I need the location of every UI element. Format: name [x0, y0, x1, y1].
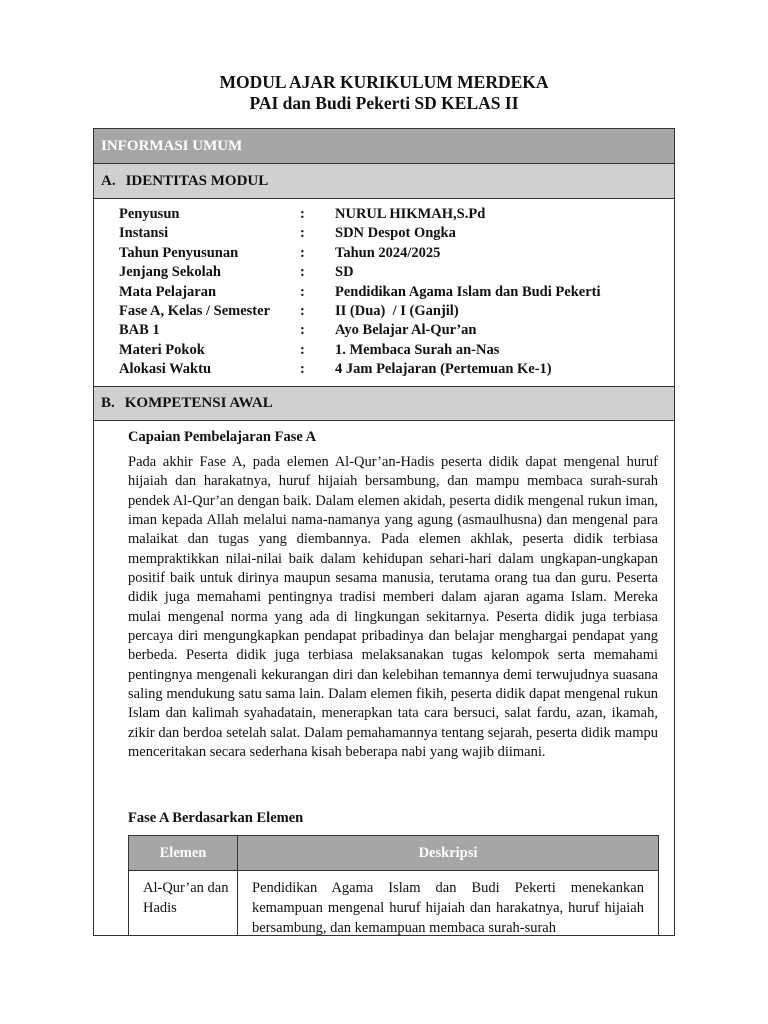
elemen-cell: Al-Qur’an dan Hadis	[129, 871, 238, 935]
identity-label: Fase A, Kelas / Semester	[119, 302, 271, 319]
general-info-header	[94, 129, 674, 164]
identity-colon: :	[300, 225, 305, 242]
identity-value: SD	[335, 264, 354, 281]
identity-value: NURUL HIKMAH,S.Pd	[335, 206, 486, 222]
identity-row	[119, 302, 659, 321]
identity-row	[119, 341, 659, 360]
section-a-header	[94, 164, 674, 199]
elemen-heading: Fase A Berdasarkan Elemen	[128, 810, 304, 826]
identity-colon: :	[300, 322, 305, 339]
identity-label: Tahun Penyusunan	[119, 244, 239, 261]
identity-row	[119, 360, 659, 379]
identity-row	[119, 244, 659, 263]
identity-label: Mata Pelajaran	[119, 283, 217, 300]
identity-value: Tahun 2024/2025	[335, 244, 441, 261]
section-b-header	[94, 386, 674, 421]
identity-colon: :	[300, 361, 305, 378]
deskripsi-column-header: Deskripsi	[418, 845, 478, 861]
identity-colon: :	[300, 244, 305, 261]
identity-colon: :	[300, 206, 305, 222]
identity-label: BAB 1	[119, 322, 160, 339]
title-line-1: MODUL AJAR KURIKULUM MERDEKA	[219, 72, 549, 92]
title-line-2: PAI dan Budi Pekerti SD KELAS II	[249, 93, 519, 113]
elemen-column-header: Elemen	[129, 836, 238, 870]
document-title	[0, 72, 768, 114]
identity-value: Ayo Belajar Al-Qur’an	[335, 322, 477, 339]
identity-row	[119, 205, 659, 224]
identity-value: Pendidikan Agama Islam dan Budi Pekerti	[335, 283, 601, 300]
elemen-table-header	[129, 836, 658, 871]
deskripsi-cell: Pendidikan Agama Islam dan Budi Pekerti menekankan kemampuan mengenal huruf hijaiah dan harakatnya, huruf hijaiah bersambung, dan kemampuan membaca surah-surah	[252, 880, 644, 935]
identity-value: SDN Despot Ongka	[335, 225, 456, 242]
identity-row	[119, 321, 659, 340]
identity-row	[119, 283, 659, 302]
cp-paragraph: Pada akhir Fase A, pada elemen Al-Qur’an-Hadis peserta didik dapat mengenal huruf hijaiah dan harakatnya, huruf hijaiah bersambung, dan mampu membaca surah-surah pendek Al-Qur’an dengan baik. Dalam elemen akidah, peserta didik mengenal rukun iman, iman kepada Allah melalui nama-namanya yang agung (asmaulhusna) dan mengenal para malaikat dan tugas yang diembannya. Pada elemen akhlak, peserta didik terbiasa mempraktikkan nilai-nilai baik dalam kehidupan sehari-hari dalam ungkapan-ungkapan positif baik untuk dirinya maupun sesama manusia, terutama orang tua dan guru. Peserta didik juga memahami pentingnya tradisi memberi dalam ajaran agama Islam. Mereka mulai mengenal norma yang ada di lingkungan sekitarnya. Peserta didik juga terbiasa percaya diri mengungkapkan pendapat pribadinya dan belajar menghargai pendapat yang berbeda. Peserta didik juga terbiasa melaksanakan tugas kelompok serta memahami pentingnya mengenali kekurangan diri dan kelebihan temannya demi terwujudnya suasana saling mendukung satu sama lain. Dalam elemen fikih, peserta didik dapat mengenal rukun Islam dan kalimah syahadatain, menerapkan tata cara bersuci, salat fardu, azan, ikamah, zikir dan berdoa setelah salat. Dalam pemahamannya tentang sejarah, peserta didik mampu menceritakan secara sederhana kisah beberapa nabi yang wajib diimani.	[128, 454, 658, 761]
cp-heading: Capaian Pembelajaran Fase A	[128, 429, 317, 445]
section-b-number: B.	[101, 395, 115, 411]
identity-colon: :	[300, 264, 305, 281]
identity-colon: :	[300, 341, 305, 358]
identity-colon: :	[300, 283, 305, 300]
identity-label: Alokasi Waktu	[119, 361, 212, 378]
identity-list	[119, 205, 659, 380]
section-a-number: A.	[101, 172, 116, 189]
identity-value: 1. Membaca Surah an-Nas	[335, 341, 500, 358]
identity-value: 4 Jam Pelajaran (Pertemuan Ke-1)	[335, 361, 552, 378]
section-a-title: IDENTITAS MODUL	[125, 172, 269, 189]
identity-label: Penyusun	[119, 206, 180, 222]
identity-label: Materi Pokok	[119, 341, 205, 358]
general-info-label: INFORMASI UMUM	[101, 137, 243, 154]
info-table	[93, 128, 675, 936]
table-row	[129, 871, 658, 935]
identity-label: Instansi	[119, 225, 169, 242]
identity-row	[119, 263, 659, 282]
identity-label: Jenjang Sekolah	[119, 264, 221, 281]
identity-row	[119, 224, 659, 243]
identity-colon: :	[300, 302, 305, 319]
identity-value: II (Dua) / I (Ganjil)	[335, 302, 459, 319]
elemen-table	[128, 835, 659, 935]
section-b-title: KOMPETENSI AWAL	[124, 395, 273, 411]
